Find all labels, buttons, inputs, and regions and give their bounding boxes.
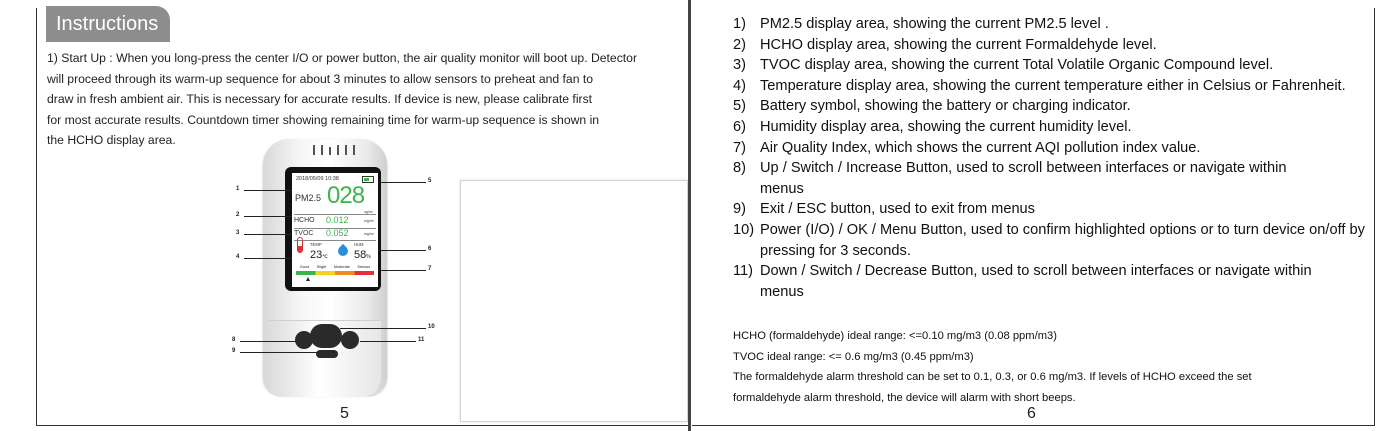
device-vents (313, 145, 357, 159)
tvoc-unit: mg/m³ (364, 232, 374, 236)
page-spine (688, 0, 691, 431)
startup-line: draw in fresh ambient air. This is necessary for accurate results. If device is new, please calibrate first (47, 92, 593, 107)
pm25-label: PM2.5 (295, 193, 322, 203)
hum-value: 58% (354, 249, 371, 261)
hcho-value: 0.012 (326, 215, 349, 225)
startup-line: 1) Start Up : When you long-press the center I/O or power button, the air quality monitor will boot up. Detector (47, 51, 638, 65)
left-page-border-left (36, 8, 37, 426)
aqi-bar (296, 271, 374, 275)
air-quality-monitor-illustration (255, 135, 395, 397)
list-item: 11) Down / Switch / Decrease Button, used to scroll between interfaces or navigate within menus (733, 263, 1312, 300)
power-ok-button (310, 324, 342, 348)
ideal-range-notes (733, 326, 1373, 408)
down-button (341, 331, 359, 349)
startup-line: for most accurate results. Countdown timer showing remaining time for warm-up sequence is shown in (47, 112, 600, 127)
note-line: HCHO (formaldehyde) ideal range: <=0.10 mg/m3 (0.08 ppm/m3) (733, 330, 1057, 342)
pm25-value: 028 (327, 182, 365, 209)
aqi-indicator-arrow (306, 277, 310, 281)
note-line: TVOC ideal range: <= 0.6 mg/m3 (0.45 ppm/m3) (733, 350, 974, 363)
startup-line: the HCHO display area. (47, 133, 176, 148)
screen-datetime: 2018/05/09 10:38 (296, 176, 339, 182)
left-page-border-bottom (36, 425, 688, 426)
list-item: 5) Battery symbol, showing the battery or charging indicator. (733, 98, 1131, 115)
right-page-border-bottom (692, 425, 1375, 426)
hum-label: HUM (354, 242, 364, 247)
instructions-badge: Instructions (46, 6, 170, 42)
hcho-unit: mg/m³ (364, 219, 374, 223)
list-item: 3) TVOC display area, showing the current Total Volatile Organic Compound level. (733, 57, 1274, 74)
temp-label: TEMP (310, 242, 322, 247)
humidity-drop-icon (336, 244, 350, 258)
thermometer-icon (297, 237, 303, 253)
screen-divider (294, 240, 376, 241)
list-item: 7) Air Quality Index, which shows the current AQI pollution index value. (733, 139, 1201, 156)
hcho-label: HCHO (294, 217, 315, 224)
page-number: 5 (340, 405, 349, 422)
right-page-border-right (1374, 8, 1375, 426)
note-line: The formaldehyde alarm threshold can be set to 0.1, 0.3, or 0.6 mg/m3. If levels of HCHO exceed the set (733, 371, 1252, 384)
pm25-unit: ug/m³ (364, 210, 373, 214)
temp-value: 23℃ (310, 249, 328, 261)
list-item: 10) Power (I/O) / OK / Menu Button, used to confirm highlighted options or to turn device on/off by pressing for 3 seconds. (733, 221, 1365, 259)
page-number: 6 (1027, 405, 1036, 422)
startup-line: will proceed through its warm-up sequence for about 3 minutes to allow sensors to preheat and fan to (47, 71, 594, 86)
device-screen (292, 173, 378, 287)
list-item: 9) Exit / ESC button, used to exit from menus (733, 201, 1035, 218)
list-item: 6) Humidity display area, showing the current humidity level. (733, 118, 1132, 135)
list-item: 4) Temperature display area, showing the current temperature either in Celsius or Fahrenheit. (733, 77, 1346, 94)
tvoc-label: TVOC (294, 230, 314, 237)
tvoc-value: 0.052 (326, 228, 349, 238)
list-item: 1) PM2.5 display area, showing the current PM2.5 level . (733, 16, 1109, 32)
left-page: Instructions 1) Start Up : When you long-press the center I/O or power button, the air quality monitor will boot up. Detector will proceed through its warm-up sequence for about 3 minutes to allow sensors to preheat and fan to draw in fresh ambient air. This is necessary for accurate results. If device is new, please calibrate first for most accurate results. Countdown timer showing remaining time for warm-up sequence is shown in the HCHO display area. 2018/05/09 10:38 PM2.5 028 ug/m³ HCHO 0.012 mg/m³ TVOC 0.052 mg/m³ TEMP 23℃ HUM 58% Good Slight Moderate Serious 1 2 3 4 5 6 7 8 9 10 11 5 (0, 0, 688, 431)
list-item: 8) Up / Switch / Increase Button, used to scroll between interfaces or navigate within menus (733, 160, 1287, 197)
component-description-list (733, 14, 1373, 302)
note-line: formaldehyde alarm threshold, the device will alarm with short beeps. (733, 391, 1076, 404)
list-item: 2) HCHO display area, showing the current Formaldehyde level. (733, 36, 1157, 53)
aqi-labels: Good Slight Moderate Serious (299, 265, 371, 269)
blank-panel (460, 180, 688, 422)
